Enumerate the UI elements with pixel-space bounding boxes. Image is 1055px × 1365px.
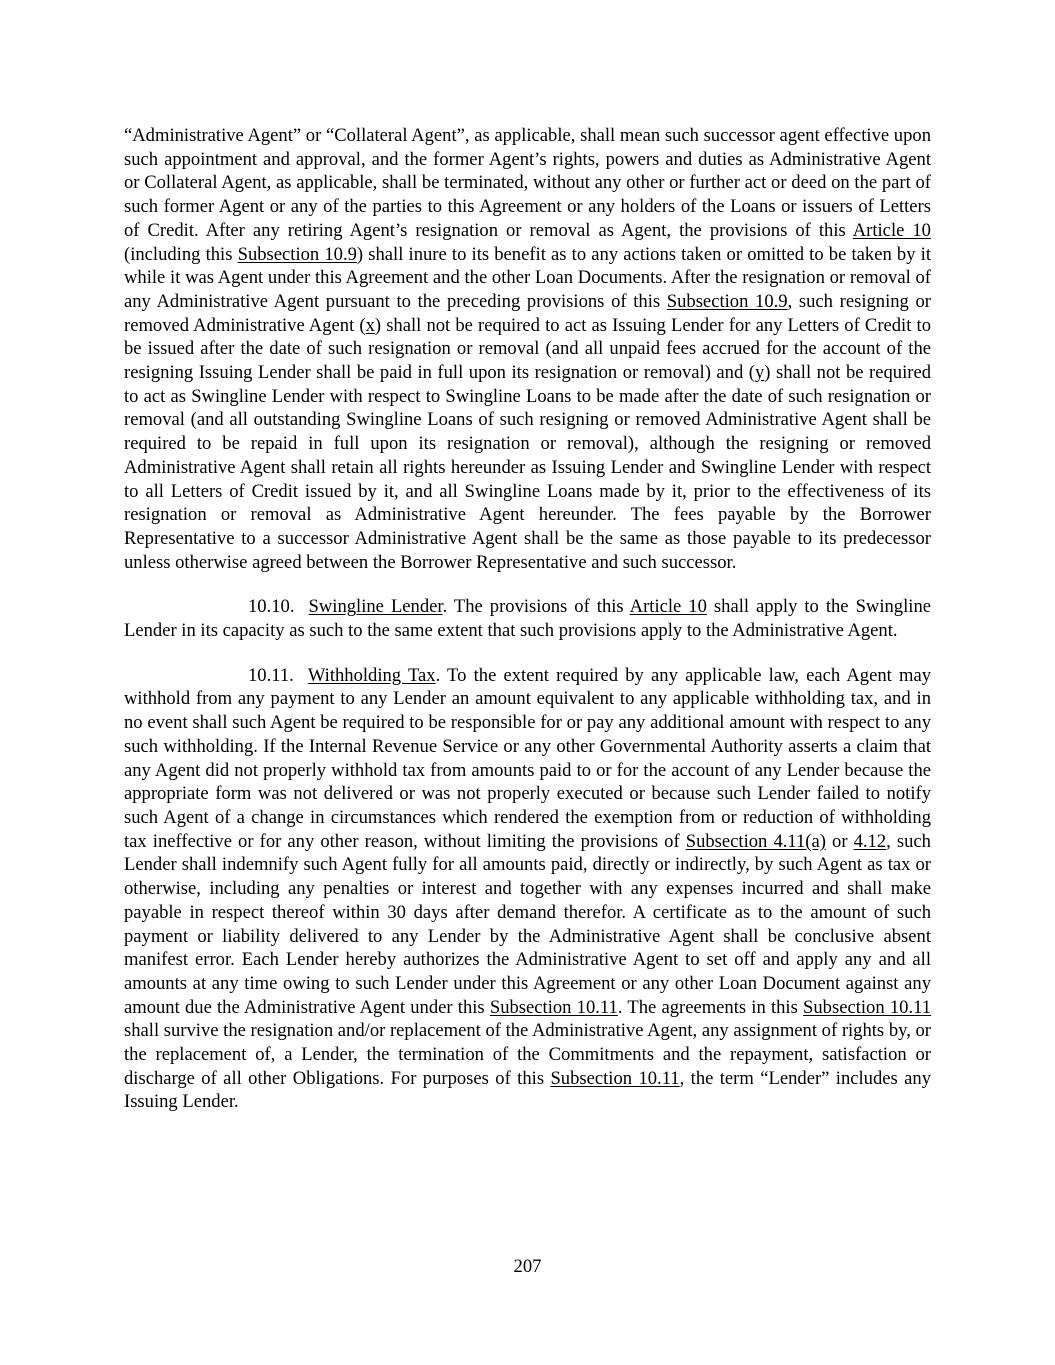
text: . The agreements in this [617,996,804,1018]
section-10-10 [124,595,931,642]
text: shall apply to the Swingline Lender in its capacity as such to the same extent that such provisions apply to the Administrative Agent. [124,596,931,642]
cross-reference: Article 10 [629,596,707,618]
text: ) shall not be required to act as Swingline Lender with respect to Swingline Loans to be made after the date of such resignation or removal (and all outstanding Swingline Loans of such resigning or removed Administrative Agent shall be required to be repaid in full upon its resignation or removal), although the resigning or removed Administrative Agent shall retain all rights hereunder as Issuing Lender and Swingline Lender with respect to all Letters of Credit issued by it, and all Swingline Loans made by it, prior to the effectiveness of its resignation or removal as Administrative Agent hereunder. The fees payable by the Borrower Representative to a successor Administrative Agent shall be the same as those payable to its predecessor unless otherwise agreed between the Borrower Representative and such successor. [124,362,931,573]
text: (including this [124,243,238,265]
text: ) shall inure to its benefit as to any actions taken or omitted to be taken by it while it was Agent under this Agreement and the other Loan Documents. After the resignation or removal of any Administrative Agent pursuant to the preceding provisions of this [124,243,932,312]
section-number: 10.11. [248,664,294,686]
text: . The provisions of this [442,596,630,618]
cross-reference: Subsection 10.11 [550,1067,680,1089]
document-page [124,124,931,1135]
text: or [825,830,854,852]
clause-marker: y [755,362,765,384]
clause-marker: x [365,314,375,336]
text: , the term “Lender” includes any Issuing Lender. [124,1067,931,1113]
text: , such resigning or removed Administrative Agent ( [124,290,931,336]
cross-reference: 4.12 [853,830,887,852]
section-heading: Withholding Tax [307,664,436,686]
section-number: 10.10. [248,596,295,618]
paragraph-successor-agent [124,124,931,574]
text: ) shall not be required to act as Issuing Lender for any Letters of Credit to be issued after the date of such resignation or removal (and all unpaid fees accrued for the account of the resigning Issuing Lender shall be paid in full upon its resignation or removal) and ( [124,314,931,384]
cross-reference: Subsection 10.9 [666,290,788,312]
cross-reference: Subsection 10.11 [489,996,618,1018]
section-10-11 [124,664,931,1114]
cross-reference: Subsection 10.11 [803,996,931,1018]
text: , such Lender shall indemnify such Agent fully for all amounts paid, directly or indirectly, by such Agent as tax or otherwise, including any penalties or interest and together with any expenses incurred and shall make payable in respect thereof within 30 days after demand therefor. A certificate as to the amount of such payment or liability delivered to any Lender by the Administrative Agent shall be conclusive absent manifest error. Each Lender hereby authorizes the Administrative Agent to set off and apply any and all amounts at any time owing to such Lender under this Agreement or any other Loan Document against any amount due the Administrative Agent under this [124,830,931,1018]
cross-reference: Subsection 10.9 [237,243,357,265]
page-number: 207 [513,1256,542,1277]
section-heading: Swingline Lender [308,596,443,618]
text: “Administrative Agent” or “Collateral Agent”, as applicable, shall mean such successor agent effective upon such appointment and approval, and the former Agent’s rights, powers and duties as Administrative Agent or Collateral Agent, as applicable, shall be terminated, without any other or further act or deed on the part of such former Agent or any of the parties to this Agreement or any holders of the Loans or issuers of Letters of Credit. After any retiring Agent’s resignation or removal as Agent, the provisions of this [124,125,931,241]
text: shall survive the resignation and/or replacement of the Administrative Agent, any assignment of rights by, or the replacement of, a Lender, the termination of the Commitments and the repayment, satisfaction or discharge of all other Obligations. For purposes of this [124,1020,931,1089]
cross-reference: Article 10 [852,219,931,241]
cross-reference: Subsection 4.11(a) [685,830,826,852]
text: . To the extent required by any applicable law, each Agent may withhold from any payment to any Lender an amount equivalent to any applicable withholding tax, and in no event shall such Agent be required to be responsible for or pay any additional amount with respect to any such withholding. If the Internal Revenue Service or any other Governmental Authority asserts a claim that any Agent did not properly withhold tax from amounts paid to or for the account of any Lender because the appropriate form was not delivered or was not properly executed or because such Lender failed to notify such Agent of a change in circumstances which rendered the exemption from or reduction of withholding tax ineffective or for any other reason, without limiting the provisions of [124,664,931,852]
